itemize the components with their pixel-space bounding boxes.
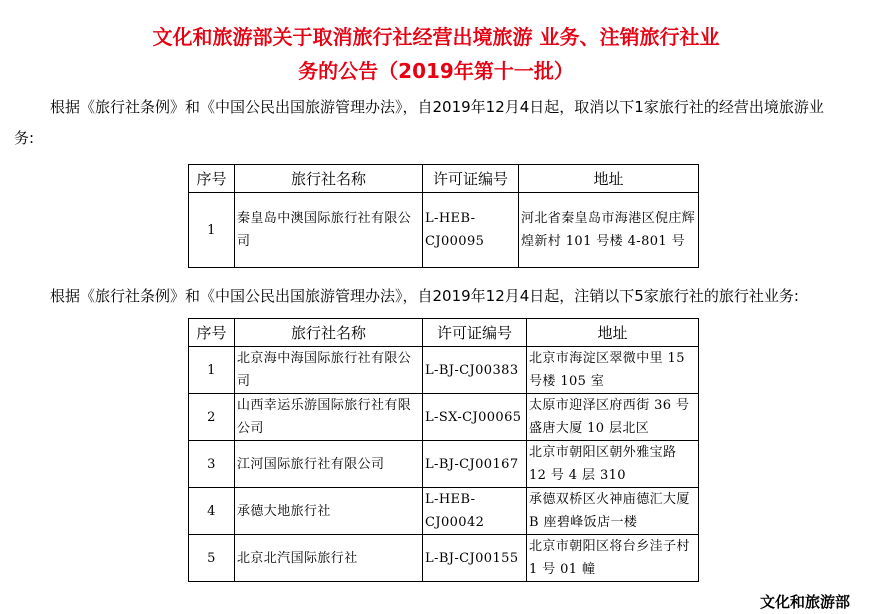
- header-agency-name: 旅行社名称: [235, 165, 423, 193]
- table-row: [189, 347, 699, 394]
- agency-name-cell: 秦皇岛中澳国际旅行社有限公司: [235, 193, 423, 268]
- license-number-cell: L-BJ-CJ00167: [423, 441, 527, 488]
- section2-intro: 根据《旅行社条例》和《中国公民出国旅游管理办法》，自2019年12月4日起，注销以下5家旅行社的旅行社业务:: [50, 287, 799, 305]
- header-serial-number: 序号: [189, 165, 235, 193]
- license-number-cell: L-BJ-CJ00155: [423, 535, 527, 582]
- serial-number-cell: 1: [189, 347, 235, 394]
- serial-number-cell: 3: [189, 441, 235, 488]
- header-license-number: 许可证编号: [423, 165, 519, 193]
- license-number-cell: L-HEB-CJ00042: [423, 488, 527, 535]
- address-cell: 北京市海淀区翠微中里 15 号楼 105 室: [527, 347, 699, 394]
- address-cell: 北京市朝阳区朝外雅宝路 12 号 4 层 310: [527, 441, 699, 488]
- address-cell: 河北省秦皇岛市海港区倪庄辉煌新村 101 号楼 4-801 号: [519, 193, 699, 268]
- table-header-row: [189, 319, 699, 347]
- serial-number-cell: 5: [189, 535, 235, 582]
- section1-intro-line-2: 务:: [14, 129, 35, 147]
- table-header-row: [189, 165, 699, 193]
- table-row: [189, 193, 699, 268]
- deregistered-agencies-table: [188, 318, 699, 582]
- cancelled-agencies-table: [188, 164, 699, 268]
- address-cell: 承德双桥区火神庙德汇大厦 B 座碧峰饭店一楼: [527, 488, 699, 535]
- agency-name-cell: 承德大地旅行社: [235, 488, 423, 535]
- agency-name-cell: 北京北汽国际旅行社: [235, 535, 423, 582]
- license-number-cell: L-HEB-CJ00095: [423, 193, 519, 268]
- serial-number-cell: 1: [189, 193, 235, 268]
- issuer-signature: 文化和旅游部: [759, 593, 850, 611]
- table-row: [189, 488, 699, 535]
- agency-name-cell: 北京海中海国际旅行社有限公司: [235, 347, 423, 394]
- header-license-number: 许可证编号: [423, 319, 527, 347]
- table-row: [189, 535, 699, 582]
- serial-number-cell: 4: [189, 488, 235, 535]
- header-agency-name: 旅行社名称: [235, 319, 423, 347]
- license-number-cell: L-BJ-CJ00383: [423, 347, 527, 394]
- address-cell: 太原市迎泽区府西街 36 号盛唐大厦 10 层北区: [527, 394, 699, 441]
- table-row: [189, 441, 699, 488]
- license-number-cell: L-SX-CJ00065: [423, 394, 527, 441]
- agency-name-cell: 山西幸运乐游国际旅行社有限公司: [235, 394, 423, 441]
- agency-name-cell: 江河国际旅行社有限公司: [235, 441, 423, 488]
- section1-intro-line-1: 根据《旅行社条例》和《中国公民出国旅游管理办法》，自2019年12月4日起，取消以下1家旅行社的经营出境旅游业: [50, 98, 824, 116]
- header-serial-number: 序号: [189, 319, 235, 347]
- notice-title-line-1: 文化和旅游部关于取消旅行社经营出境旅游 业务、注销旅行社业: [152, 25, 720, 49]
- table-row: [189, 394, 699, 441]
- address-cell: 北京市朝阳区将台乡洼子村 1 号 01 幢: [527, 535, 699, 582]
- serial-number-cell: 2: [189, 394, 235, 441]
- header-address: 地址: [527, 319, 699, 347]
- header-address: 地址: [519, 165, 699, 193]
- notice-title-line-2: 务的公告（2019年第十一批）: [298, 59, 574, 83]
